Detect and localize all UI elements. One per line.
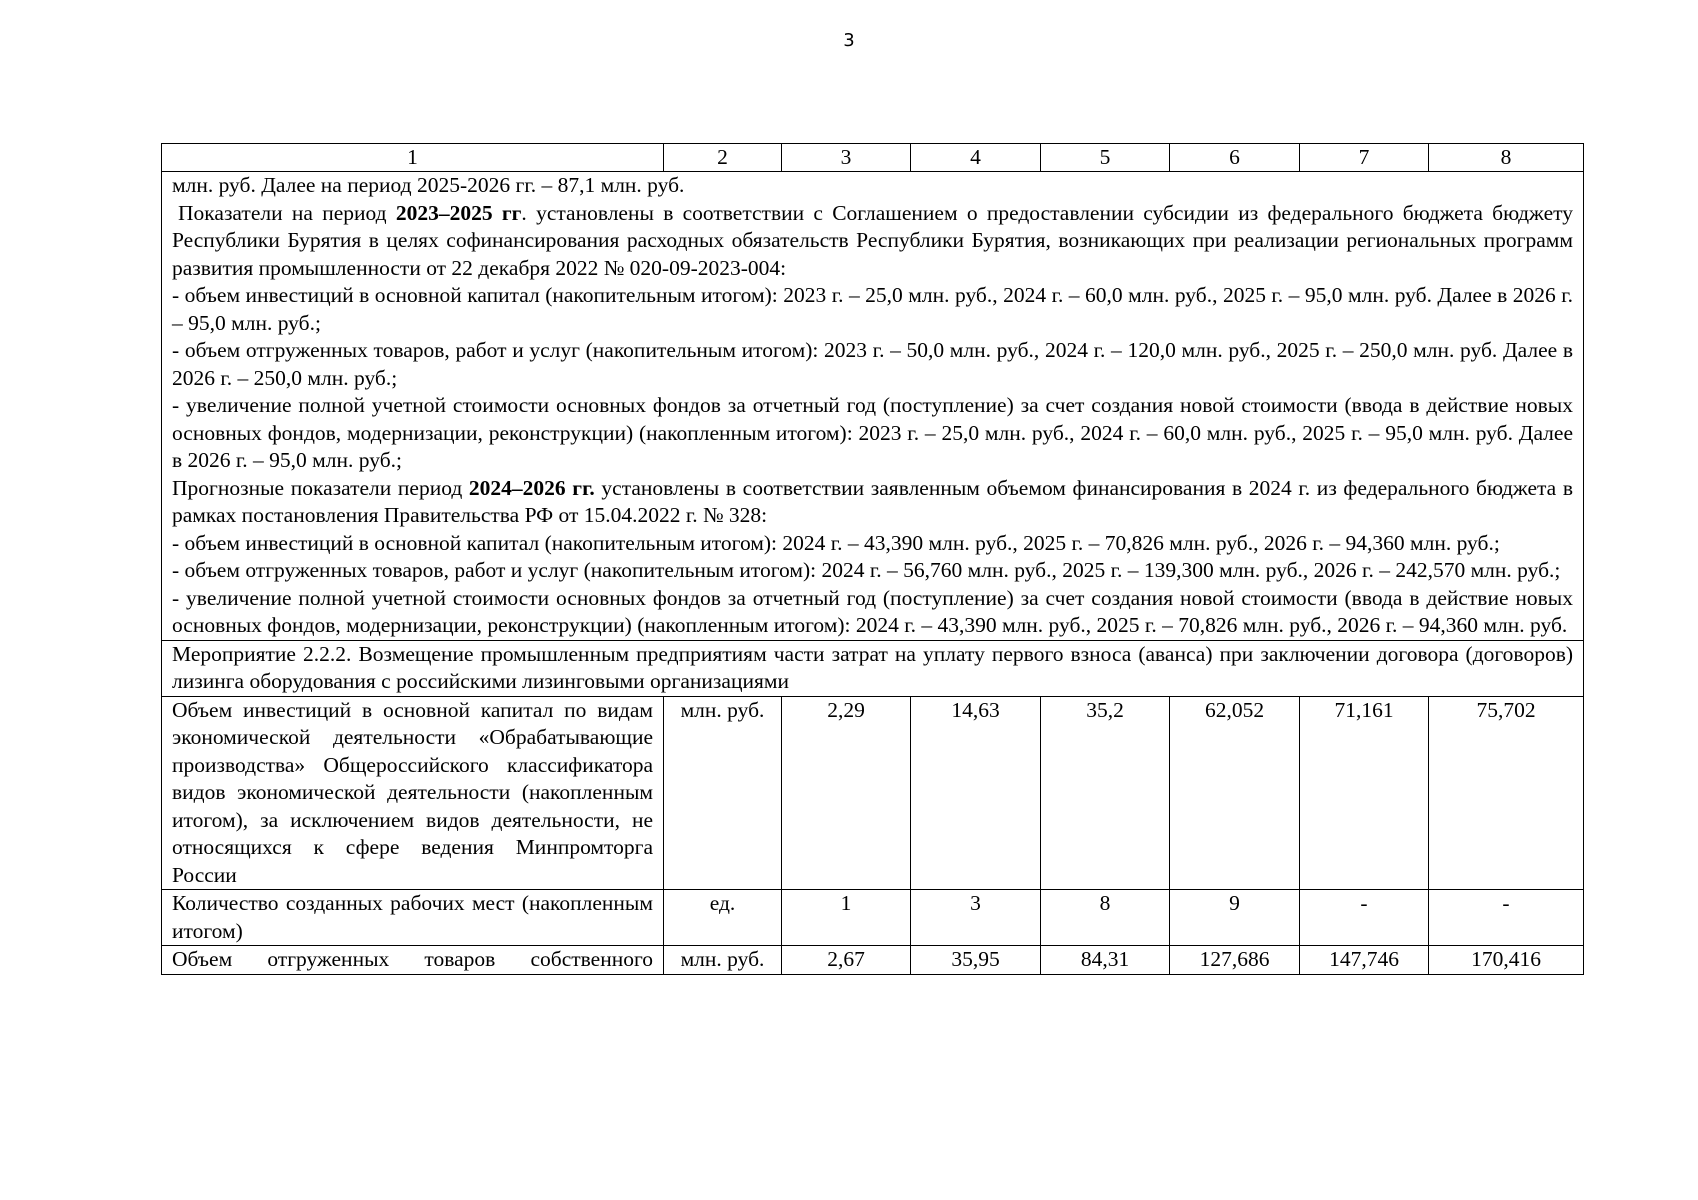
indicator-value: 170,416	[1429, 946, 1584, 975]
paragraph	[172, 475, 1573, 530]
column-number: 6	[1170, 144, 1300, 172]
indicator-value: 147,746	[1300, 946, 1429, 975]
indicator-value: 8	[1041, 890, 1170, 946]
indicator-value: 9	[1170, 890, 1300, 946]
indicator-value: 75,702	[1429, 696, 1584, 890]
indicator-label-cell	[162, 946, 664, 975]
measure-title: Мероприятие 2.2.2. Возмещение промышленным предприятиям части затрат на уплату первого взноса (аванса) при заключении договора (договоров) лизинга оборудования с российскими лизинговыми организациями	[162, 640, 1584, 696]
paragraph-text: установлены в соответствии заявленным объемом финансирования в 2024 г. из федерального бюджета в рамках постановления Правительства РФ от 15.04.2022 г. № 328:	[172, 475, 1573, 527]
paragraph: - увеличение полной учетной стоимости основных фондов за отчетный год (поступление) за счет создания новой стоимости (ввода в действие новых основных фондов, модернизации, реконструкции) (накопленным итогом): 2024 г. – 43,390 млн. руб., 2025 г. – 70,826 млн. руб., 2026 г. – 94,360 млн. руб.	[172, 585, 1573, 637]
table-row	[162, 946, 1584, 975]
indicator-value: 35,95	[911, 946, 1041, 975]
paragraph-bold-period: 2023–2025 гг	[395, 200, 522, 225]
indicator-value: 2,67	[782, 946, 911, 975]
paragraph-text: Показатели на период	[178, 200, 396, 225]
indicator-unit: ед.	[664, 890, 782, 946]
indicator-value: 2,29	[782, 696, 911, 890]
column-number: 4	[911, 144, 1041, 172]
indicator-label: Объем отгруженных товаров собственного	[172, 947, 653, 971]
indicator-value: -	[1429, 890, 1584, 946]
column-number-row	[162, 144, 1584, 172]
paragraph: - объем отгруженных товаров, работ и услуг (накопительным итогом): 2024 г. – 56,760 млн. руб., 2025 г. – 139,300 млн. руб., 2026 г. – 242,570 млн. руб.;	[172, 558, 1561, 582]
column-number: 8	[1429, 144, 1584, 172]
column-number: 5	[1041, 144, 1170, 172]
indicator-value: 1	[782, 890, 911, 946]
indicator-value: 84,31	[1041, 946, 1170, 975]
indicator-unit: млн. руб.	[664, 696, 782, 890]
indicator-value: 127,686	[1170, 946, 1300, 975]
indicators-table	[161, 143, 1584, 975]
column-number: 3	[782, 144, 911, 172]
measure-row	[162, 640, 1584, 696]
indicator-value: 62,052	[1170, 696, 1300, 890]
paragraph-bold-period: 2024–2026 гг.	[468, 475, 595, 500]
indicator-value: 35,2	[1041, 696, 1170, 890]
text-block-row	[162, 172, 1584, 641]
column-number: 7	[1300, 144, 1429, 172]
paragraph: - объем инвестиций в основной капитал (накопительным итогом): 2023 г. – 25,0 млн. руб., 2024 г. – 60,0 млн. руб., 2025 г. – 95,0 млн. руб. Далее в 2026 г. – 95,0 млн. руб.;	[172, 283, 1573, 335]
paragraph: млн. руб. Далее на период 2025-2026 гг. – 87,1 млн. руб.	[172, 173, 685, 197]
indicator-value: 14,63	[911, 696, 1041, 890]
paragraph-text: Прогнозные показатели период	[172, 475, 469, 500]
indicator-label: Количество созданных рабочих мест (накопленным итогом)	[162, 890, 664, 946]
text-block	[162, 172, 1584, 641]
column-number: 2	[664, 144, 782, 172]
column-number: 1	[162, 144, 664, 172]
indicator-value: -	[1300, 890, 1429, 946]
paragraph-text: . установлены в соответствии с Соглашением о предоставлении субсидии из федерального бюджета бюджету Республики Бурятия в целях софинансирования расходных обязательств Республики Бурятия, возникающих при реализации региональных программ развития промышленности от 22 декабря 2022 № 020-09-2023-004:	[172, 200, 1574, 280]
indicator-value: 71,161	[1300, 696, 1429, 890]
indicator-value: 3	[911, 890, 1041, 946]
indicator-label: Объем инвестиций в основной капитал по видам экономической деятельности «Обрабатывающие производства» Общероссийского классификатора видов экономической деятельности (накопленным итогом), за исключением видов деятельности, не относящихся к сфере ведения Минпромторга России	[162, 696, 664, 890]
paragraph: - увеличение полной учетной стоимости основных фондов за отчетный год (поступление) за счет создания новой стоимости (ввода в действие новых основных фондов, модернизации, реконструкции) (накопленным итогом): 2023 г. – 25,0 млн. руб., 2024 г. – 60,0 млн. руб., 2025 г. – 95,0 млн. руб. Далее в 2026 г. – 95,0 млн. руб.;	[172, 393, 1573, 472]
paragraph: - объем отгруженных товаров, работ и услуг (накопительным итогом): 2023 г. – 50,0 млн. руб., 2024 г. – 120,0 млн. руб., 2025 г. – 250,0 млн. руб. Далее в 2026 г. – 250,0 млн. руб.;	[172, 338, 1573, 390]
paragraph: - объем инвестиций в основной капитал (накопительным итогом): 2024 г. – 43,390 млн. руб., 2025 г. – 70,826 млн. руб., 2026 г. – 94,360 млн. руб.;	[172, 530, 1500, 555]
table-row	[162, 890, 1584, 946]
indicator-unit: млн. руб.	[664, 946, 782, 975]
page-number: 3	[843, 30, 855, 51]
table-row	[162, 696, 1584, 890]
paragraph	[172, 200, 1573, 283]
